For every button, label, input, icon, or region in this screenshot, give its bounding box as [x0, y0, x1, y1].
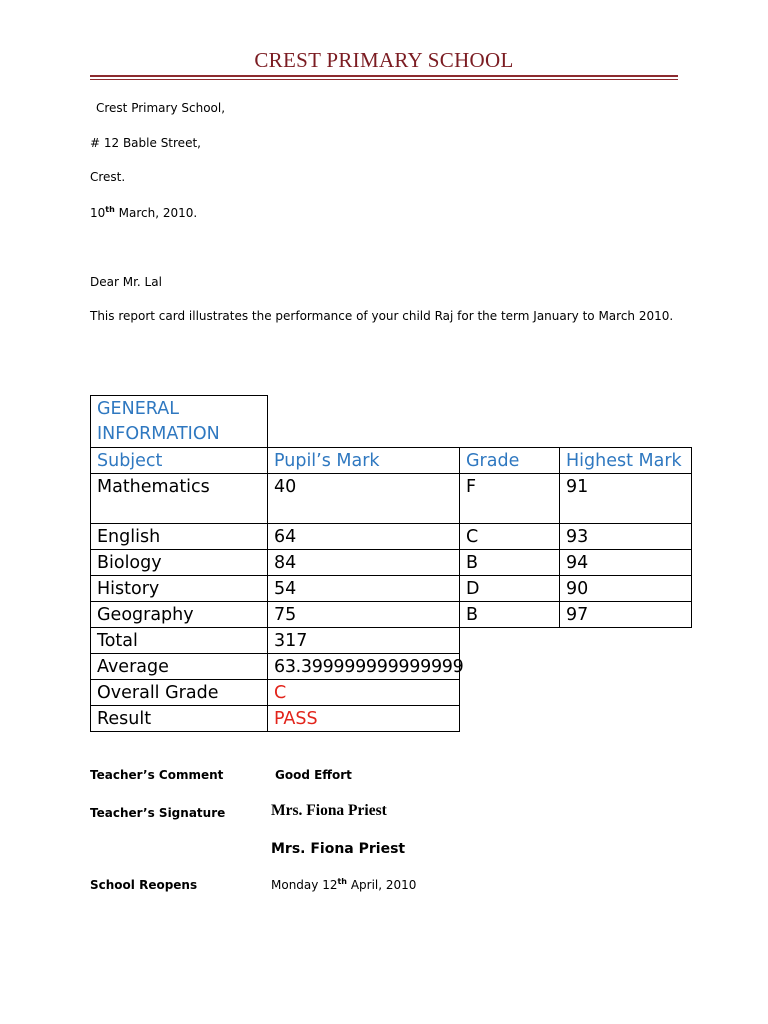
address-line-1: Crest Primary School,: [96, 101, 226, 115]
teacher-comment-label: Teacher’s Comment: [90, 768, 224, 782]
summary-label-average: Average: [90, 653, 268, 680]
general-information-heading: GENERAL INFORMATION: [90, 395, 268, 448]
row-highest: 93: [559, 523, 692, 550]
teacher-signature: Mrs. Fiona Priest: [271, 802, 387, 819]
header-highest-mark: Highest Mark: [559, 447, 692, 474]
date-suffix: th: [105, 205, 115, 214]
row-grade: D: [459, 575, 560, 602]
school-title: CREST PRIMARY SCHOOL: [254, 48, 514, 72]
school-reopens-date: [271, 878, 416, 892]
date-rest: March, 2010.: [114, 206, 198, 220]
row-highest: 94: [559, 549, 692, 576]
row-subject: Geography: [90, 601, 268, 628]
summary-value-result: PASS: [267, 705, 460, 732]
row-grade: F: [459, 473, 560, 524]
date-day: 10: [90, 206, 106, 220]
row-mark: 54: [267, 575, 460, 602]
row-highest: 97: [559, 601, 692, 628]
address-line-3: Crest.: [90, 170, 126, 184]
salutation: Dear Mr. Lal: [90, 275, 162, 289]
row-mark: 75: [267, 601, 460, 628]
reopen-rest: April, 2010: [347, 878, 417, 892]
row-mark: 84: [267, 549, 460, 576]
row-mark: 64: [267, 523, 460, 550]
header-grade: Grade: [459, 447, 560, 474]
teacher-comment-value: Good Effort: [275, 768, 352, 782]
teacher-signature-label: Teacher’s Signature: [90, 806, 226, 820]
row-subject: Mathematics: [90, 473, 268, 524]
summary-label-overall-grade: Overall Grade: [90, 679, 268, 706]
summary-label-result: Result: [90, 705, 268, 732]
summary-label-total: Total: [90, 627, 268, 654]
row-grade: C: [459, 523, 560, 550]
row-highest: 91: [559, 473, 692, 524]
row-highest: 90: [559, 575, 692, 602]
row-subject: English: [90, 523, 268, 550]
teacher-name: Mrs. Fiona Priest: [271, 841, 406, 857]
row-mark: 40: [267, 473, 460, 524]
intro-paragraph: This report card illustrates the performance of your child Raj for the term January to March 2010.: [90, 309, 674, 323]
row-subject: Biology: [90, 549, 268, 576]
header-pupils-mark: Pupil’s Mark: [267, 447, 460, 474]
row-grade: B: [459, 601, 560, 628]
school-reopens-label: School Reopens: [90, 878, 198, 892]
reopen-suffix: th: [337, 877, 347, 886]
address-line-2: # 12 Bable Street,: [90, 136, 201, 150]
summary-value-overall-grade: C: [267, 679, 460, 706]
header-rule-thin: [90, 79, 678, 80]
summary-value-total: 317: [267, 627, 460, 654]
header-rule-thick: [90, 75, 678, 77]
letter-date: [90, 202, 197, 224]
reopen-day: Monday 12: [271, 878, 338, 892]
row-grade: B: [459, 549, 560, 576]
summary-value-average: 63.399999999999999: [267, 653, 460, 680]
row-subject: History: [90, 575, 268, 602]
header-subject: Subject: [90, 447, 268, 474]
